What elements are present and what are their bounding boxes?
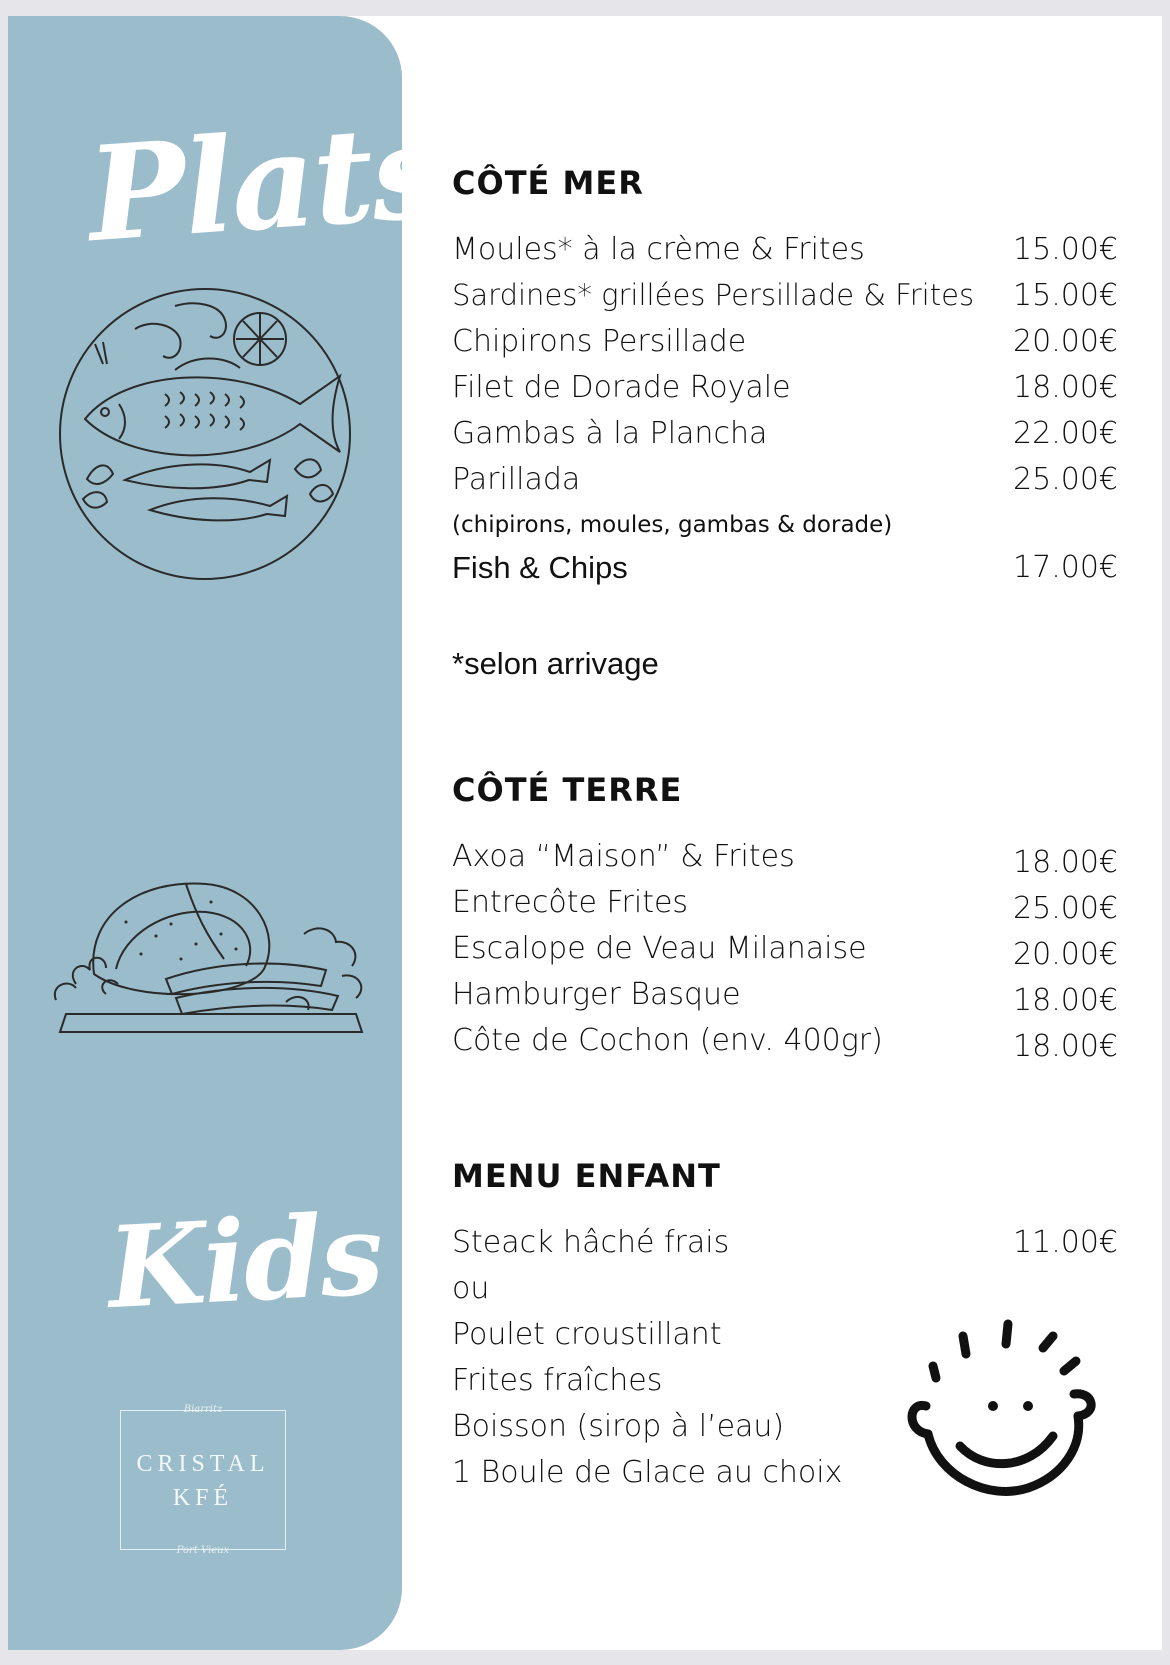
item-price: 18.00€	[1013, 1029, 1118, 1064]
item-name: Steack hâché frais	[452, 1225, 730, 1260]
logo-top-text: Biarritz	[183, 1404, 223, 1415]
menu-item	[452, 550, 1118, 596]
item-price: 22.00€	[1013, 416, 1118, 451]
item-price: 18.00€	[1013, 983, 1118, 1018]
roast-platter-icon	[46, 874, 376, 1044]
item-name: Axoa “Maison” & Frites	[452, 839, 795, 874]
item-name: Frites fraîches	[452, 1363, 663, 1398]
logo-line-1: CRISTAL	[136, 1451, 270, 1477]
item-name: Hamburger Basque	[452, 977, 741, 1012]
item-price: 25.00€	[1013, 462, 1118, 497]
item-price: 18.00€	[1013, 845, 1118, 880]
menu-item	[452, 1023, 1118, 1069]
plats-title: Plats	[83, 93, 448, 272]
item-name: ou	[452, 1271, 490, 1306]
section-title-enfant: MENU ENFANT	[452, 1157, 721, 1195]
item-name: Escalope de Veau Milanaise	[452, 931, 867, 966]
item-price: 20.00€	[1013, 324, 1118, 359]
menu-item	[452, 839, 1118, 885]
menu-item	[452, 416, 1118, 462]
item-name: Entrecôte Frites	[452, 885, 689, 920]
cristal-kfe-logo	[120, 1404, 286, 1556]
logo-bottom-text: Port Vieux	[176, 1545, 230, 1556]
item-name: Filet de Dorade Royale	[452, 370, 791, 405]
item-price: 15.00€	[1013, 232, 1118, 267]
menu-item	[452, 324, 1118, 370]
menu-item	[452, 885, 1118, 931]
fish-plate-icon	[55, 284, 355, 584]
footnote: *selon arrivage	[452, 646, 659, 681]
sidebar-panel	[8, 16, 448, 1650]
menu-item	[452, 278, 1118, 324]
menu-item	[452, 977, 1118, 1023]
parillada-note: (chipirons, moules, gambas & dorade)	[452, 512, 893, 538]
item-name: 1 Boule de Glace au choix	[452, 1455, 843, 1490]
menu-item	[452, 370, 1118, 416]
item-name: Fish & Chips	[452, 550, 628, 585]
menu-page	[8, 16, 1162, 1650]
menu-item	[452, 931, 1118, 977]
menu-item	[452, 232, 1118, 278]
item-price: 17.00€	[1013, 550, 1118, 585]
item-name: Côte de Cochon (env. 400gr)	[452, 1023, 883, 1058]
item-name: Poulet croustillant	[452, 1317, 722, 1352]
logo-line-2: KFÉ	[172, 1485, 234, 1511]
item-price: 18.00€	[1013, 370, 1118, 405]
kids-title: Kids	[104, 1188, 385, 1335]
section-title-mer: CÔTÉ MER	[452, 164, 644, 202]
item-name: Chipirons Persillade	[452, 324, 747, 359]
smiley-face-icon	[898, 1296, 1098, 1506]
item-name: Gambas à la Plancha	[452, 416, 768, 451]
item-name: Moules* à la crème & Frites	[452, 232, 865, 267]
item-name: Sardines* grillées Persillade & Frites	[452, 278, 975, 312]
section-title-terre: CÔTÉ TERRE	[452, 771, 683, 809]
item-price: 11.00€	[1013, 1225, 1118, 1260]
item-price: 25.00€	[1013, 891, 1118, 926]
item-name: Boisson (sirop à l’eau)	[452, 1409, 785, 1444]
item-price: 20.00€	[1013, 937, 1118, 972]
menu-item	[452, 462, 1118, 508]
menu-item	[452, 1225, 1118, 1271]
item-name: Parillada	[452, 462, 581, 497]
item-price: 15.00€	[1013, 278, 1118, 313]
